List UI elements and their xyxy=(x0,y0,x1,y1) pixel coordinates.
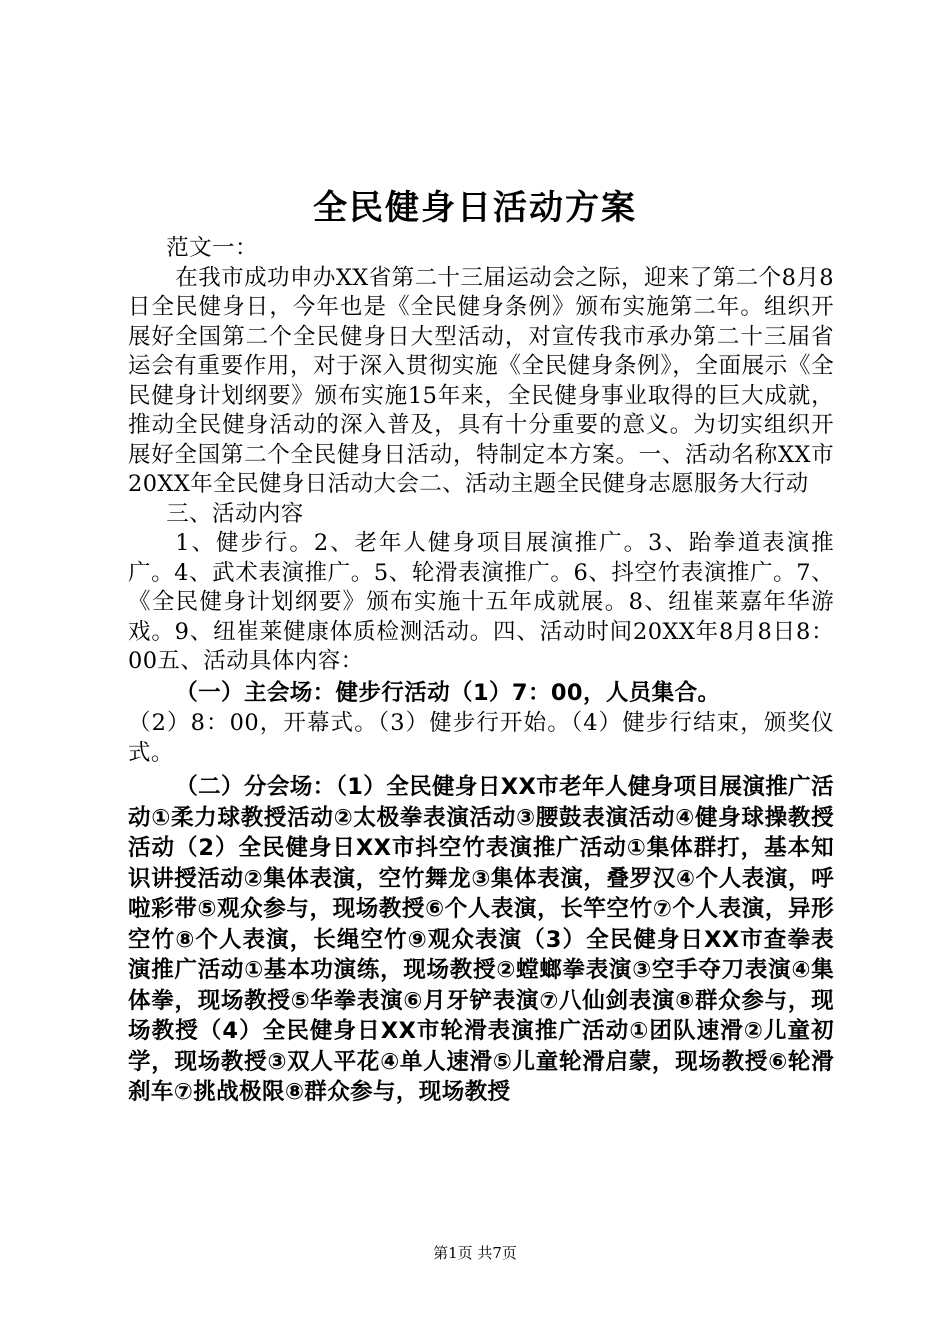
page-footer: 第1页 共7页 xyxy=(433,1244,517,1262)
paragraph-section-3-heading: 三、活动内容 xyxy=(166,500,304,527)
paragraph-intro-label: 范文一： xyxy=(166,235,258,261)
paragraph-main-venue: （一）主会场：健步行活动（1）7：00，人员集合。 xyxy=(175,679,721,706)
paragraph-background: 在我市成功申办XX省第二十三届运动会之际，迎来了第二个8月8日全民健身日，今年也是《全民健身条例》颁布实施第二年。组织开展好全国第二个全民健身日大型活动，对宣传我市承办第二十三届省运会有重要作用，对于深入贯彻实施《全民健身条例》，全面展示《全民健身计划纲要》颁布实施15年来，全民健身事业取得的巨大成就，推动全民健身活动的深入普及，具有十分重要的意义。为切实组织开展好全国第二个全民健身日活动，特制定本方案。一、活动名称XX市20XX年全民健身日活动大会二、活动主题全民健身志愿服务大行动 xyxy=(128,264,834,497)
document-body xyxy=(128,234,834,1108)
paragraph-sub-venues: （二）分会场：（1）全民健身日XX市老年人健身项目展演推广活动①柔力球教授活动②太极拳表演活动③腰鼓表演活动④健身球操教授活动（2）全民健身日XX市抖空竹表演推广活动①集体群打，基本知识讲授活动②集体表演，空竹舞龙③集体表演，叠罗汉④个人表演，呼啦彩带⑤观众参与，现场教授⑥个人表演，长竿空竹⑦个人表演，异形空竹⑧个人表演，长绳空竹⑨观众表演（3）全民健身日XX市查拳表演推广活动①基本功演练，现场教授②螳螂拳表演③空手夺刀表演④集体拳，现场教授⑤华拳表演⑥月牙铲表演⑦八仙剑表演⑧群众参与，现场教授（4）全民健身日XX市轮滑表演推广活动①团队速滑②儿童初学，现场教授③双人平花④单人速滑⑤儿童轮滑启蒙，现场教授⑥轮滑刹车⑦挑战极限⑧群众参与，现场教授 xyxy=(128,774,834,1105)
document-title: 全民健身日活动方案 xyxy=(313,188,637,228)
paragraph-main-venue-schedule: （2）8：00，开幕式。（3）健步行开始。（4）健步行结束，颁奖仪式。 xyxy=(128,710,834,766)
paragraph-activity-list: 1、健步行。2、老年人健身项目展演推广。3、跆拳道表演推广。4、武术表演推广。5、轮滑表演推广。6、抖空竹表演推广。7、《全民健身计划纲要》颁布实施十五年成就展。8、纽崔莱嘉年华游戏。9、纽崔莱健康体质检测活动。四、活动时间20XX年8月8日8：00五、活动具体内容： xyxy=(128,530,834,674)
